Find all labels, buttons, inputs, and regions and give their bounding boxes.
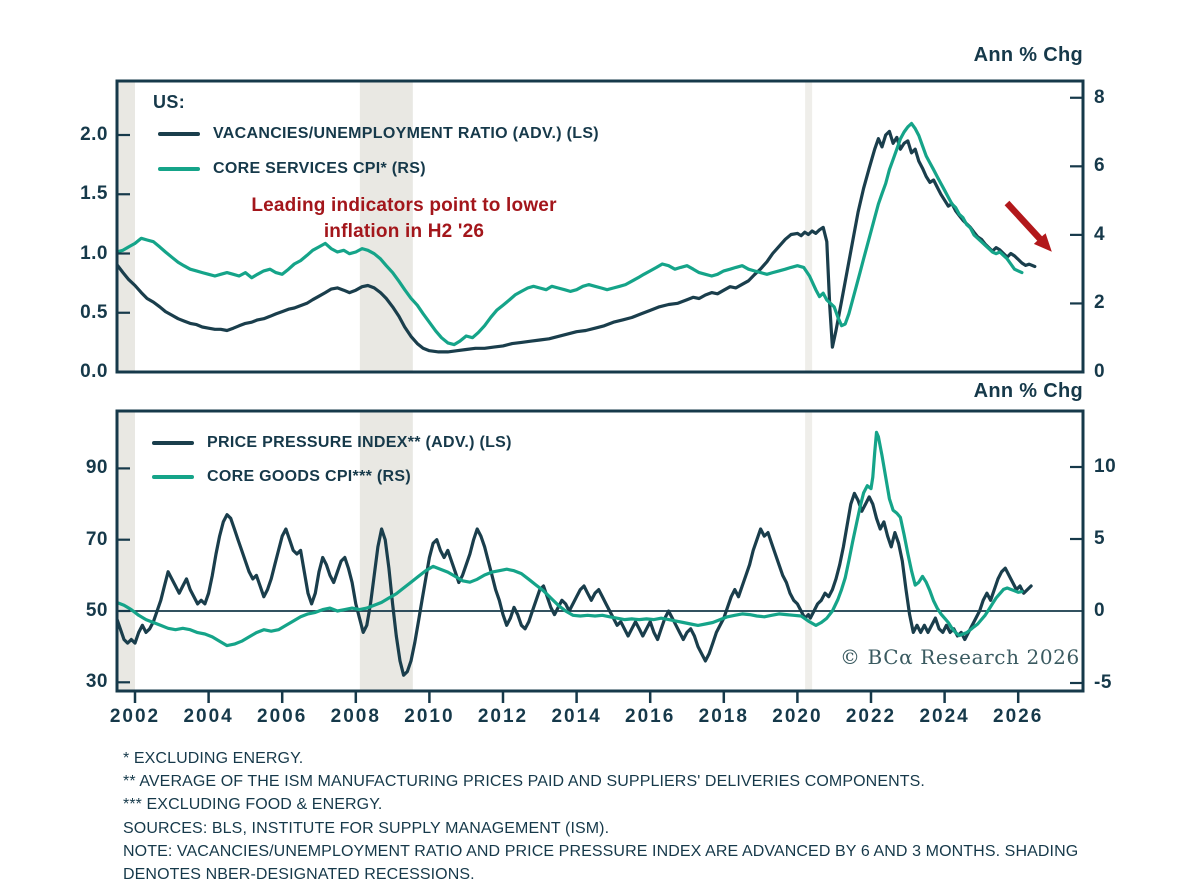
axis-tick-label: 10: [1094, 456, 1117, 477]
axis-tick-label: 2018: [698, 706, 749, 727]
axis-tick-label: 2002: [109, 706, 161, 727]
axis-tick-label: 2024: [919, 706, 970, 727]
legend-label-vacancies: VACANCIES/UNEMPLOYMENT RATIO (ADV.) (LS): [213, 125, 599, 142]
axis-tick-label: 90: [85, 457, 108, 479]
annotation-line-1: Leading indicators point to lower: [251, 195, 557, 216]
axis-tick-label: 6: [1094, 155, 1106, 177]
axis-tick-label: 2020: [772, 706, 823, 727]
right-axis-title-bottom: Ann % Chg: [973, 380, 1083, 402]
axis-tick-label: 2012: [477, 706, 529, 727]
footnote-sources: SOURCES: BLS, INSTITUTE FOR SUPPLY MANAGEMENT (ISM).: [123, 819, 610, 837]
line-swatch-navy: [152, 441, 194, 445]
axis-tick-label: 8: [1094, 86, 1106, 108]
axis-tick-label: 2014: [551, 706, 602, 727]
axis-tick-label: 2010: [404, 706, 455, 727]
axis-tick-label: 50: [85, 600, 108, 621]
line-swatch-navy: [158, 132, 200, 136]
annotation-line-2: inflation in H2 '26: [323, 221, 485, 242]
legend-row-price-pressure: [152, 431, 512, 455]
legend-row-vacancies: [158, 122, 599, 146]
axis-tick-label: 0.5: [80, 301, 108, 323]
axis-tick-label: 2.0: [80, 124, 108, 145]
footnotes: [123, 747, 1123, 886]
legend-label-price-pressure: PRICE PRESSURE INDEX** (ADV.) (LS): [207, 434, 512, 451]
line-swatch-teal: [158, 167, 200, 171]
axis-tick-label: 1.0: [80, 242, 108, 264]
footnote-excluding-energy: * EXCLUDING ENERGY.: [123, 750, 304, 767]
footnote-ism-average: ** AVERAGE OF THE ISM MANUFACTURING PRICES PAID AND SUPPLIERS' DELIVERIES COMPONENTS.: [123, 773, 925, 791]
axis-tick-label: 2004: [183, 706, 234, 727]
legend-row-core-services: [158, 157, 426, 181]
axis-tick-label: 1.5: [80, 183, 108, 205]
axis-tick-label: 70: [85, 528, 108, 550]
axis-tick-label: 0: [1094, 361, 1106, 382]
legend-label-core-goods: CORE GOODS CPI*** (RS): [207, 468, 411, 485]
legend-label-core-services: CORE SERVICES CPI* (RS): [213, 160, 426, 177]
axis-tick-label: 5: [1094, 528, 1106, 549]
axis-tick-label: 2008: [330, 706, 381, 727]
axis-tick-label: 2016: [625, 706, 676, 727]
axis-tick-label: 0.0: [80, 361, 108, 382]
right-axis-title-top: Ann % Chg: [973, 44, 1083, 66]
footnote-note: NOTE: VACANCIES/UNEMPLOYMENT RATIO AND PRICE PRESSURE INDEX ARE ADVANCED BY 6 AND 3 MONTHS. SHADING DENOTES NBER-DESIGNATED RECESSIONS.: [123, 842, 1079, 884]
annotation-text: [154, 193, 654, 245]
copyright: © BCα Research 2026: [840, 645, 1080, 669]
line-swatch-teal: [152, 475, 194, 479]
axis-tick-label: 2: [1094, 292, 1106, 314]
legend-heading-us: US:: [153, 92, 186, 112]
axis-tick-label: 2022: [845, 706, 897, 727]
legend-row-core-goods: [152, 465, 411, 489]
axis-tick-label: 4: [1094, 223, 1106, 245]
axis-tick-label: 2006: [257, 706, 308, 727]
axis-tick-label: 0: [1094, 600, 1106, 621]
axis-tick-label: -5: [1094, 672, 1112, 693]
axis-tick-label: 30: [85, 671, 108, 693]
footnote-excluding-food-energy: *** EXCLUDING FOOD & ENERGY.: [123, 796, 383, 814]
axis-tick-label: 2026: [993, 706, 1044, 727]
